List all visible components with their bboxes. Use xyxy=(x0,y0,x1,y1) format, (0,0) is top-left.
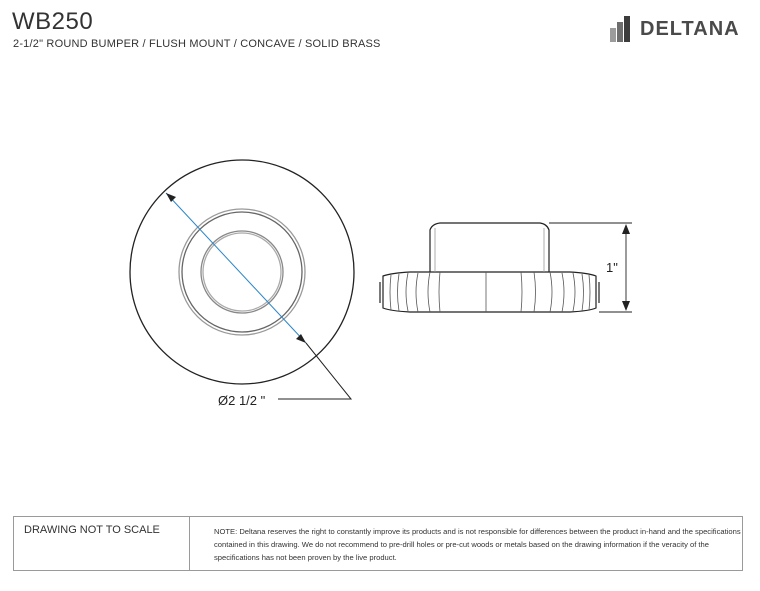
side-view xyxy=(380,223,599,312)
arrow-head-bottom xyxy=(296,334,306,343)
knurl-lines xyxy=(390,272,590,312)
diameter-dimension xyxy=(166,193,351,408)
height-dimension xyxy=(549,223,632,312)
logo-text: DELTANA xyxy=(640,17,740,40)
bumper-body xyxy=(430,223,549,272)
height-arrow-bottom xyxy=(622,301,630,311)
diameter-label: Ø2 1/2 " xyxy=(218,393,266,408)
diameter-line xyxy=(166,193,306,343)
footer-note-box xyxy=(13,516,743,571)
leader-line xyxy=(278,343,351,399)
product-description: 2-1/2" ROUND BUMPER / FLUSH MOUNT / CONCAVE / SOLID BRASS xyxy=(13,38,381,50)
arrow-head-top xyxy=(166,193,176,202)
top-view xyxy=(130,160,354,384)
disclaimer-note: NOTE: Deltana reserves the right to constantly improve its products and is not responsible for differences between the product in-hand and the specifications contained in this drawing. We do not recommend to pre-drill holes or pre-cut woods or metals based on the drawing information if the veracity of the specifications has not been proven by the live product. xyxy=(214,527,741,562)
outer-rim xyxy=(130,160,354,384)
height-arrow-top xyxy=(622,224,630,234)
height-label: 1" xyxy=(606,260,618,275)
product-code: WB250 xyxy=(12,8,94,35)
scale-note: DRAWING NOT TO SCALE xyxy=(14,517,190,570)
